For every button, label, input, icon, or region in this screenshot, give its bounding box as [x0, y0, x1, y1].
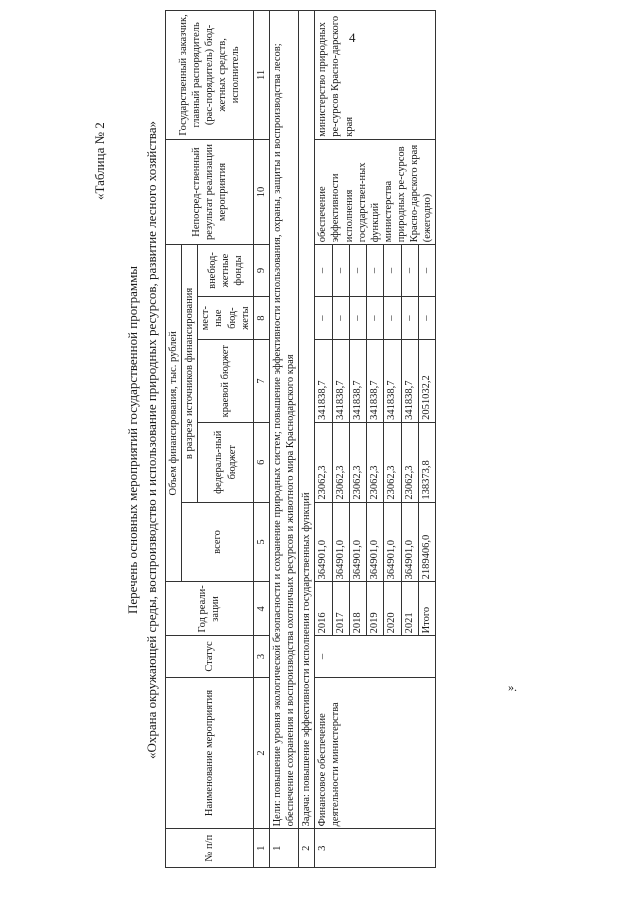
column-number-row [253, 11, 269, 868]
regional-cell: 2051032,2 [419, 340, 436, 422]
col-number: 10 [253, 139, 269, 245]
year-cell: 2019 [367, 582, 384, 636]
header-local: мест-ные бюд-жеты [198, 296, 254, 340]
local-cell: – [332, 296, 349, 340]
federal-cell: 138373,8 [419, 422, 436, 502]
federal-cell: 23062,3 [349, 422, 366, 502]
header-funding: Объем финансирования, тыс. рублей [166, 245, 182, 582]
header-sources: в разрезе источников финансирования [182, 245, 198, 502]
total-cell: 364901,0 [315, 502, 332, 582]
total-cell: 364901,0 [332, 502, 349, 582]
closing-quote: ». [508, 680, 517, 694]
federal-cell: 23062,3 [384, 422, 401, 502]
col-number: 11 [253, 11, 269, 140]
regional-cell: 341838,7 [384, 340, 401, 422]
federal-cell: 23062,3 [401, 422, 418, 502]
header-total: всего [182, 502, 254, 582]
extra-cell: – [384, 245, 401, 296]
header-name: Наименование мероприятия [166, 677, 254, 829]
header-year: Год реали-зации [166, 582, 254, 636]
header-result: Непосред-ственный результат реализации мероприятия [166, 139, 254, 245]
regional-cell: 341838,7 [401, 340, 418, 422]
extra-cell: – [419, 245, 436, 296]
table-label: «Таблица № 2 [92, 122, 107, 200]
extra-cell: – [349, 245, 366, 296]
regional-cell: 341838,7 [315, 340, 332, 422]
header-customer: Государственный заказчик, главный распорядитель (рас-порядитель) бюд-жетных средств, исполнитель [166, 11, 254, 140]
regional-cell: 341838,7 [332, 340, 349, 422]
col-number: 7 [253, 340, 269, 422]
local-cell: – [315, 296, 332, 340]
year-cell: 2020 [384, 582, 401, 636]
federal-cell: 23062,3 [367, 422, 384, 502]
total-cell: 364901,0 [367, 502, 384, 582]
item-customer: министерство природных ре-сурсов Красно-дарского края [315, 11, 436, 140]
year-cell: 2017 [332, 582, 349, 636]
header-regional: краевой бюджет [198, 340, 254, 422]
measures-table [165, 10, 436, 868]
task-row [299, 11, 315, 868]
extra-cell: – [367, 245, 384, 296]
rotated-table-block [20, 0, 640, 880]
total-cell: 364901,0 [384, 502, 401, 582]
task-text: Задача: повышение эффективности исполнения государственных функций [299, 11, 315, 829]
col-number: 1 [253, 829, 269, 868]
goals-text: Цели: повышение уровня экологической безопасности и сохранение природных систем; повышение эффективности использования, охраны, защиты и воспроизводства лесов; обеспечение сохранения и воспроизводства охотничьих ресурсов и животного мира Краснодарского края [269, 11, 298, 829]
local-cell: – [384, 296, 401, 340]
regional-cell: 341838,7 [367, 340, 384, 422]
goals-row [269, 11, 298, 868]
header-num: № п/п [166, 829, 254, 868]
header-extra: внебюд-жетные фонды [198, 245, 254, 296]
federal-cell: 23062,3 [315, 422, 332, 502]
local-cell: – [367, 296, 384, 340]
extra-cell: – [401, 245, 418, 296]
item-num: 3 [315, 829, 436, 868]
item-status: – [315, 636, 436, 677]
year-cell: 2018 [349, 582, 366, 636]
local-cell: – [349, 296, 366, 340]
page-number: 4 [349, 30, 356, 45]
extra-cell: – [332, 245, 349, 296]
local-cell: – [401, 296, 418, 340]
table-row [315, 11, 332, 868]
year-cell: 2016 [315, 582, 332, 636]
total-label: Итого [419, 582, 436, 636]
year-cell: 2021 [401, 582, 418, 636]
col-number: 5 [253, 502, 269, 582]
col-number: 4 [253, 582, 269, 636]
federal-cell: 23062,3 [332, 422, 349, 502]
item-result: обеспечение эффективности исполнения государствен-ных функций министерства природных ре-сурсов Красно-дарского края (ежегодно) [315, 139, 436, 245]
header-row-1 [166, 11, 182, 868]
goals-num: 1 [269, 829, 298, 868]
col-number: 6 [253, 422, 269, 502]
header-federal: федераль-ный бюджет [198, 422, 254, 502]
regional-cell: 341838,7 [349, 340, 366, 422]
task-num: 2 [299, 829, 315, 868]
local-cell: – [419, 296, 436, 340]
title-line-1: Перечень основных мероприятий государственной программы [125, 265, 140, 615]
extra-cell: – [315, 245, 332, 296]
col-number: 2 [253, 677, 269, 829]
title-line-2: «Охрана окружающей среды, воспроизводство и использование природных ресурсов, развитие лесного хозяйства» [144, 120, 159, 760]
total-cell: 364901,0 [401, 502, 418, 582]
item-name: Финансовое обеспечение деятельности министерства [315, 677, 436, 829]
total-cell: 2189406,0 [419, 502, 436, 582]
total-cell: 364901,0 [349, 502, 366, 582]
header-status: Статус [166, 636, 254, 677]
col-number: 3 [253, 636, 269, 677]
col-number: 8 [253, 296, 269, 340]
col-number: 9 [253, 245, 269, 296]
